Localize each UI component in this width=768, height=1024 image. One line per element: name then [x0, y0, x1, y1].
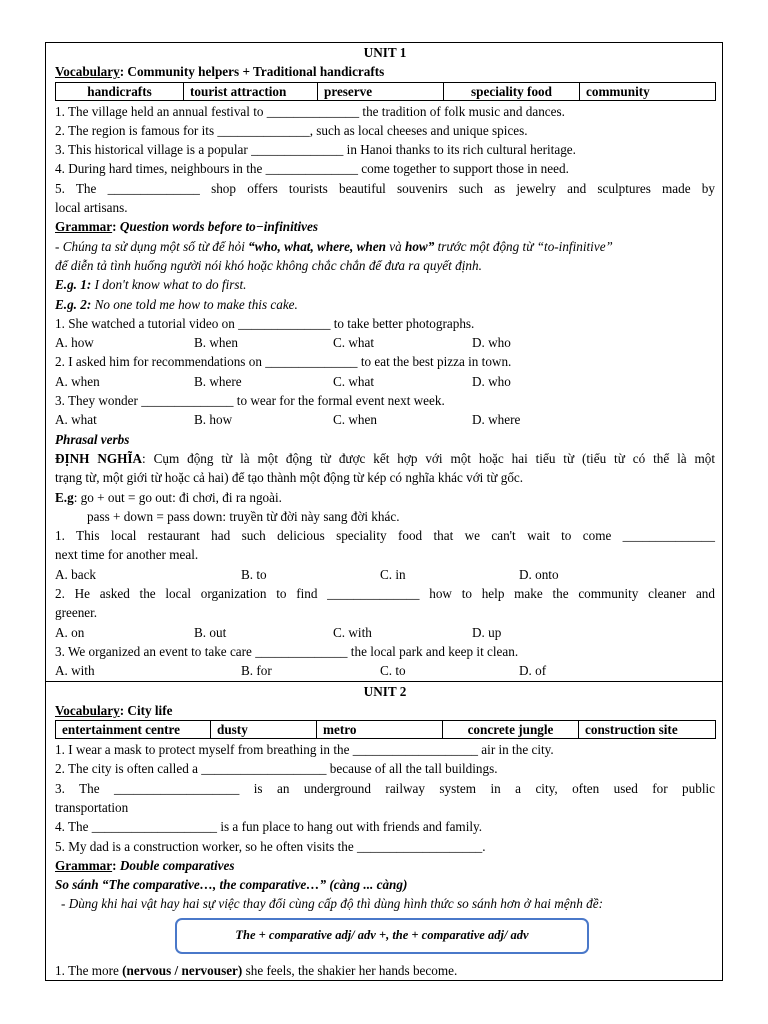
option[interactable]: D. who [472, 373, 511, 389]
note-text: - Chúng ta sử dụng một số từ để hỏi [55, 238, 249, 254]
phrasal-definition [55, 449, 715, 468]
vocab-label: Vocabulary [55, 64, 120, 80]
word-cell: speciality food [444, 82, 580, 100]
option[interactable]: D. where [472, 412, 521, 428]
comparative-question [55, 961, 715, 980]
vocab-question-cont: transportation [55, 799, 129, 815]
word-cell: community [580, 82, 716, 100]
example-text: : go + out = go out: đi chơi, đi ra ngoài. [73, 489, 282, 505]
grammar-question: 2. I asked him for recommendations on ______________ to eat the best pizza in town. [55, 354, 512, 370]
option[interactable]: C. what [333, 373, 375, 389]
option[interactable]: B. to [241, 566, 267, 582]
phrasal-definition-cont: trạng từ, một giới từ hoặc cả hai) để tạo thành một động từ kép có nghĩa khác với từ gốc. [55, 470, 524, 486]
option[interactable]: D. who [472, 335, 511, 351]
vocab-label: Vocabulary [55, 702, 120, 718]
word-cell: metro [317, 721, 443, 739]
answer-options [55, 565, 715, 584]
unit2-grammar-heading: Grammar: Double comparatives [55, 857, 235, 873]
unit2-title: UNIT 2 [363, 683, 407, 699]
option[interactable]: A. what [55, 412, 97, 428]
vocab-question: 4. The ___________________ is a fun place to hang out with friends and family. [55, 819, 483, 835]
phrasal-question-cont: greener. [55, 605, 98, 621]
vocab-question: 5. My dad is a construction worker, so he often visits the ___________________. [55, 838, 486, 854]
grammar-note-cont: để diễn tả tình huống người nói khó hoặc không chắc chắn để đưa ra quyết định. [55, 257, 482, 273]
option[interactable]: D. up [472, 624, 502, 640]
answer-options [55, 372, 715, 391]
grammar-label: Grammar [55, 219, 113, 235]
answer-options [55, 410, 715, 429]
example-label: E.g. 2: [55, 296, 92, 312]
grammar-topic: Question words before to−infinitives [119, 219, 318, 235]
vocab-topic: : City life [119, 702, 173, 718]
question-text: she feels, the shakier her hands become. [242, 962, 458, 978]
grammar-label: Grammar [55, 857, 113, 873]
unit2-word-table [55, 720, 716, 739]
option[interactable]: C. what [333, 335, 375, 351]
vocab-question: 2. The region is famous for its ______________, such as local cheeses and unique spices. [55, 122, 528, 138]
question-text: 1. The more [55, 962, 123, 978]
vocab-question: 1. I wear a mask to protect myself from breathing in the ___________________ air in the city. [55, 742, 554, 758]
word-cell: tourist attraction [184, 82, 318, 100]
formula-area [55, 914, 715, 961]
grammar-note [55, 237, 715, 256]
option[interactable]: C. with [333, 624, 372, 640]
unit2-vocab-heading [55, 701, 715, 720]
unit2-section [46, 682, 722, 981]
example-1 [55, 275, 715, 294]
option[interactable]: B. for [241, 663, 272, 679]
grammar-question: 1. She watched a tutorial video on ______________ to take better photographs. [55, 315, 475, 331]
question-choice: (nervous / nervouser) [122, 962, 243, 978]
option[interactable]: C. when [333, 412, 377, 428]
grammar-question: 3. They wonder ______________ to wear for the formal event next week. [55, 393, 445, 409]
vocab-question: 1. The village held an annual festival to ______________ the tradition of folk music and dances. [55, 103, 565, 119]
note-bold: “who, what, where, when [248, 238, 386, 254]
option[interactable]: B. out [194, 624, 227, 640]
option[interactable]: B. when [194, 335, 238, 351]
option[interactable]: A. back [55, 566, 97, 582]
option[interactable]: D. onto [519, 566, 559, 582]
vocab-question-cont: local artisans. [55, 200, 128, 216]
definition-label: ĐỊNH NGHĨA [55, 450, 143, 466]
option[interactable]: A. how [55, 335, 94, 351]
vocab-question: 5. The ______________ shop offers tourists beautiful souvenirs such as jewelry and sculptures made by [55, 180, 715, 196]
word-cell: construction site [579, 721, 716, 739]
option[interactable]: A. when [55, 373, 100, 389]
word-cell: preserve [318, 82, 444, 100]
word-cell: handicrafts [56, 82, 184, 100]
phrasal-question-cont: next time for another meal. [55, 547, 199, 563]
grammar-topic: Double comparatives [119, 857, 235, 873]
option[interactable]: A. on [55, 624, 85, 640]
compare-note: - Dùng khi hai vật hay hai sự việc thay đổi cùng cấp độ thì dùng hình thức so sánh hơn ở hai mệnh đề: [61, 896, 603, 912]
unit1-section [46, 43, 722, 682]
option[interactable]: C. to [380, 663, 406, 679]
formula-box: The + comparative adj/ adv +, the + comparative adj/ adv [175, 918, 589, 954]
word-cell: dusty [211, 721, 317, 739]
phrasal-title: Phrasal verbs [55, 431, 130, 447]
note-bold: how” [404, 238, 435, 254]
example-text: I don't know what to do first. [91, 277, 247, 293]
unit1-vocab-heading [55, 62, 715, 81]
phrasal-example-2: pass + down = pass down: truyền từ đời này sang đời khác. [87, 508, 400, 524]
phrasal-question: 3. We organized an event to take care ______________ the local park and keep it clean. [55, 643, 519, 659]
vocab-topic: : Community helpers + Traditional handicrafts [119, 64, 385, 80]
vocab-question: 4. During hard times, neighbours in the ______________ come together to support those in need. [55, 161, 569, 177]
option[interactable]: C. in [380, 566, 406, 582]
vocab-question: 3. The ___________________ is an underground railway system in a city, often used for public [55, 780, 715, 796]
definition-text: : Cụm động từ là một động từ được kết hợp với một hoặc hai tiểu từ (tiểu từ có thể là một [142, 450, 715, 466]
unit1-grammar-heading: Grammar: Question words before to−infinitives [55, 219, 318, 235]
worksheet-frame [45, 42, 723, 981]
option[interactable]: A. with [55, 663, 95, 679]
unit1-title: UNIT 1 [363, 45, 407, 60]
unit1-word-table [55, 82, 716, 101]
note-text: trước một động từ “to-infinitive” [434, 238, 613, 254]
vocab-question: 2. The city is often called a ___________________ because of all the tall buildings. [55, 761, 498, 777]
phrasal-question: 2. He asked the local organization to find ______________ how to help make the community cleaner and [55, 586, 715, 602]
answer-options [55, 623, 715, 642]
example-text: No one told me how to make this cake. [91, 296, 298, 312]
example-2 [55, 295, 715, 314]
option[interactable]: D. of [519, 663, 547, 679]
option[interactable]: B. where [194, 373, 242, 389]
vocab-question: 3. This historical village is a popular ______________ in Hanoi thanks to its rich cultural heritage. [55, 142, 576, 158]
word-cell: entertainment centre [56, 721, 211, 739]
phrasal-example [55, 488, 715, 507]
compare-title: So sánh “The comparative…, the comparative…” (càng ... càng) [55, 877, 408, 893]
answer-options [55, 661, 715, 680]
note-text: và [385, 238, 405, 254]
example-label: E.g [55, 489, 74, 505]
word-cell: concrete jungle [443, 721, 579, 739]
answer-options [55, 333, 715, 352]
example-label: E.g. 1: [55, 277, 92, 293]
option[interactable]: B. how [194, 412, 233, 428]
phrasal-question: 1. This local restaurant had such delicious speciality food that we can't wait to come ______________ [55, 528, 715, 544]
